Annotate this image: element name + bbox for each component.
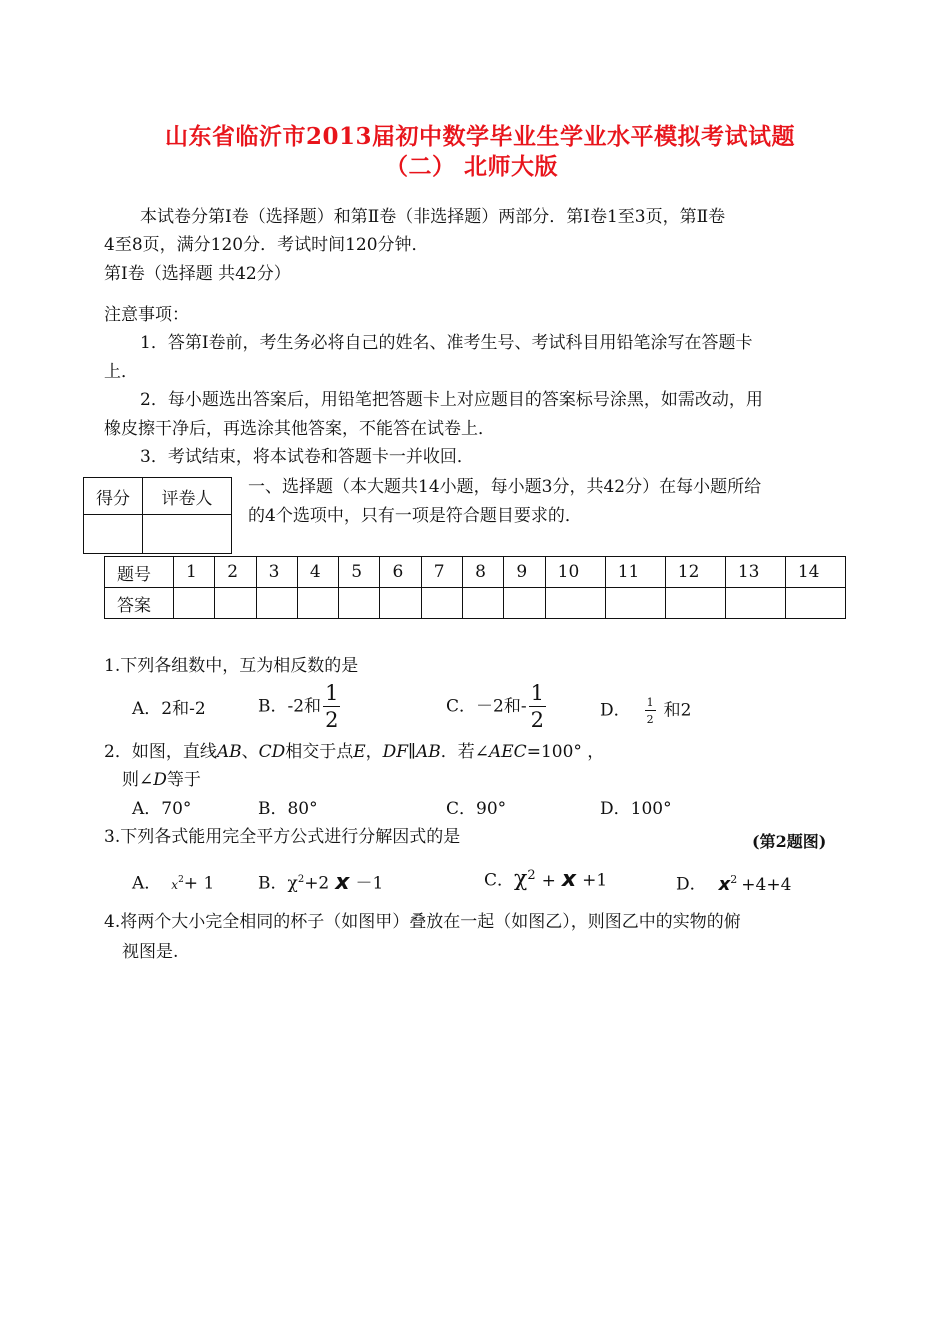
note-2-line2: 橡皮擦干净后，再选涂其他答案，不能答在试卷上． — [104, 419, 495, 439]
q1-option-c — [446, 683, 548, 731]
q2-option-c: C．90° — [446, 799, 507, 819]
figure-2-label: (第2题图) — [752, 832, 827, 851]
question-number: 1 — [174, 557, 215, 588]
note-1-line1: 1．答第Ⅰ卷前，考生务必将自己的姓名、准考生号、考试科目用铅笔涂写在答题卡 — [140, 333, 753, 353]
answer-cell[interactable] — [605, 588, 665, 619]
question-number: 3 — [256, 557, 297, 588]
q4-stem-line1: 4.将两个大小完全相同的杯子（如图甲）叠放在一起（如图乙），则图乙中的实物的俯 — [104, 912, 741, 932]
note-3: 3．考试结束，将本试卷和答题卡一并收回． — [140, 447, 474, 467]
answer-cell[interactable] — [504, 588, 545, 619]
row-label-number: 题号 — [105, 557, 174, 588]
answer-cell[interactable] — [725, 588, 785, 619]
question-number: 12 — [665, 557, 725, 588]
q1-option-d-prefix: D． — [600, 700, 631, 721]
score-label: 得分 — [84, 478, 143, 515]
q3-option-d: D． $x^2 +4+4$ — [676, 873, 792, 895]
intro-line1: 本试卷分第Ⅰ卷（选择题）和第Ⅱ卷（非选择题）两部分．第Ⅰ卷1至3页，第Ⅱ卷 — [140, 207, 726, 227]
question-number: 2 — [215, 557, 256, 588]
section-heading: 第Ⅰ卷（选择题 共42分） — [104, 264, 291, 284]
question-number: 9 — [504, 557, 545, 588]
grader-cell[interactable] — [143, 515, 232, 554]
q1-option-b — [258, 683, 342, 731]
score-cell[interactable] — [84, 515, 143, 554]
q3-stem: 3.下列各式能用完全平方公式进行分解因式的是 — [104, 827, 461, 847]
intro-line2: 4至8页，满分120分．考试时间120分钟． — [104, 235, 429, 255]
answer-cell[interactable] — [421, 588, 462, 619]
q1-option-d-suffix: 和2 — [663, 700, 692, 721]
q3-option-c: C．$\chi^2 + x +1$ — [484, 866, 608, 892]
q1-option-b-prefix: B．-2和 — [258, 696, 322, 717]
q1-stem: 1.下列各组数中，互为相反数的是 — [104, 656, 359, 676]
q4-stem-line2: 视图是. — [122, 942, 179, 962]
question-number: 8 — [463, 557, 504, 588]
question-number: 10 — [545, 557, 605, 588]
answer-cell[interactable] — [297, 588, 338, 619]
q1-option-a: A．2和-2 — [132, 699, 206, 719]
question-number: 6 — [380, 557, 421, 588]
q1-fraction-c: $\frac{1}{2}$ — [530, 681, 544, 732]
q2-option-d: D．100° — [600, 799, 672, 819]
doc-title-line1: 山东省临沂市2013届初中数学毕业生学业水平模拟考试试题 — [165, 123, 796, 150]
section-one-line2: 的4个选项中，只有一项是符合题目要求的． — [248, 506, 582, 526]
q2-stem-line1: 2．如图，直线AB、CD相交于点E，DF∥AB．若∠AEC=100° ， — [104, 742, 605, 762]
score-box — [83, 477, 232, 554]
q2-option-b: B．80° — [258, 799, 318, 819]
answer-cell[interactable] — [665, 588, 725, 619]
section-one-line1: 一、选择题（本大题共14小题，每小题3分，共42分）在每小题所给 — [248, 477, 762, 497]
question-number: 14 — [785, 557, 845, 588]
doc-title-line2: （二） 北师大版 — [385, 153, 559, 180]
q2-option-a: A．70° — [132, 799, 192, 819]
q2-stem-line2: 则∠D等于 — [122, 770, 201, 790]
answer-cell[interactable] — [380, 588, 421, 619]
question-number: 13 — [725, 557, 785, 588]
answer-cell[interactable] — [785, 588, 845, 619]
answer-table — [104, 556, 846, 619]
q1-fraction-b: $\frac{1}{2}$ — [325, 681, 339, 732]
question-number: 4 — [297, 557, 338, 588]
question-number-row — [105, 557, 846, 588]
question-number: 7 — [421, 557, 462, 588]
answer-cell[interactable] — [545, 588, 605, 619]
grader-label: 评卷人 — [143, 478, 232, 515]
answer-cell[interactable] — [215, 588, 256, 619]
q3-option-a: A． $x^2+ 1$ — [132, 873, 215, 894]
row-label-answer: 答案 — [105, 588, 174, 619]
answer-row — [105, 588, 846, 619]
note-1-line2: 上． — [104, 362, 138, 382]
notes-heading: 注意事项： — [104, 305, 189, 325]
question-number: 5 — [339, 557, 380, 588]
answer-cell[interactable] — [174, 588, 215, 619]
question-number: 11 — [605, 557, 665, 588]
q1-fraction-d: $\frac{1}{2}$ — [646, 696, 654, 726]
answer-cell[interactable] — [256, 588, 297, 619]
q1-option-c-prefix: C．－2和- — [446, 696, 527, 717]
answer-cell[interactable] — [463, 588, 504, 619]
note-2-line1: 2．每小题选出答案后，用铅笔把答题卡上对应题目的答案标号涂黑，如需改动，用 — [140, 390, 763, 410]
answer-cell[interactable] — [339, 588, 380, 619]
q1-option-d — [600, 697, 691, 725]
q3-option-b: B．$\chi^2+2$ x －1 — [258, 869, 384, 895]
